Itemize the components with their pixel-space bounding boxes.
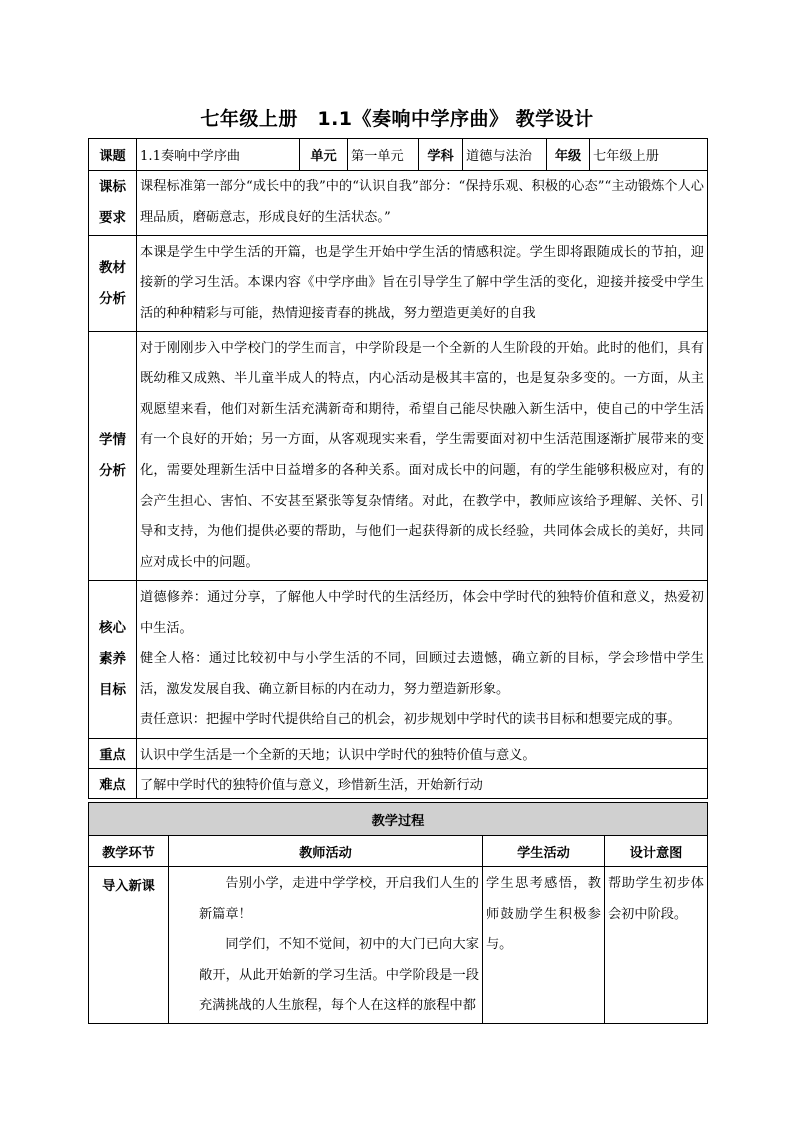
core-item-responsibility: 责任意识：把握中学时代提供给自己的机会，初步规划中学时代的读书目标和想要完成的事。 <box>140 712 681 728</box>
process-header-row <box>89 836 708 867</box>
document-title: 七年级上册 1.1《奏响中学序曲》 教学设计 <box>200 108 594 130</box>
info-row <box>89 139 708 171</box>
grade-value: 七年级上册 <box>590 139 708 171</box>
standard-label <box>89 171 137 236</box>
material-label-line-1: 教材 <box>99 259 126 276</box>
teaching-process-table <box>88 802 708 1024</box>
core-text <box>137 581 708 739</box>
core-label-line-3: 目标 <box>99 682 126 698</box>
key-text: 认识中学生活是一个全新的天地；认识中学时代的独特价值与意义。 <box>137 739 708 769</box>
teacher-activity-paragraph-2: 同学们，不知不觉间，初中的大门已向大家敞开，从此开始新的学习生活。中学阶段是一段充满挑战的人生旅程，每个人在这样的旅程中都 <box>199 937 479 1014</box>
standard-row <box>89 171 708 236</box>
student-activity-cell: 学生思考感悟，教师鼓励学生积极参与。 <box>483 867 605 1024</box>
teacher-activity-cell <box>169 867 483 1024</box>
material-label-line-2: 分析 <box>99 290 126 307</box>
students-row <box>89 332 708 581</box>
column-teacher: 教师活动 <box>169 836 483 867</box>
difficulty-text: 了解中学时代的独特价值与意义，珍惜新生活，开始新行动 <box>137 769 708 799</box>
core-label-line-1: 核心 <box>99 620 126 636</box>
core-label-line-2: 素养 <box>99 651 126 667</box>
unit-label: 单元 <box>300 139 348 171</box>
design-intent-cell: 帮助学生初步体会初中阶段。 <box>605 867 708 1024</box>
standard-label-line-2: 要求 <box>99 210 126 226</box>
material-text: 本课是学生中学生活的开篇，也是学生开始中学生活的情感积淀。学生即将跟随成长的节拍，迎接新的学习生活。本课内容《中学序曲》旨在引导学生了解中学生活的变化，迎接并接受中学生活的种种精彩与可能，热情迎接青春的挑战，努力塑造更美好的自我 <box>137 236 708 332</box>
unit-value: 第一单元 <box>348 139 419 171</box>
students-label-line-1: 学情 <box>99 432 126 448</box>
process-heading: 教学过程 <box>89 803 708 836</box>
students-text: 对于刚刚步入中学校门的学生而言，中学阶段是一个全新的人生阶段的开始。此时的他们，具有既幼稚又成熟、半儿童半成人的特点，内心活动是极其丰富的，也是复杂多变的。一方面，从主观愿望来看，他们对新生活充满新奇和期待，希望自己能尽快融入新生活中，使自己的中学生活有一个良好的开始；另一方面，从客观现实来看，学生需要面对初中生活范围逐渐扩展带来的变化，需要处理新生活中日益增多的各种关系。面对成长中的问题，有的学生能够积极应对，有的会产生担心、害怕、不安甚至紧张等复杂情绪。对此，在教学中，教师应该给予理解、关怀、引导和支持，为他们提供必要的帮助，与他们一起获得新的成长经验，共同体会成长的美好，共同应对成长中的问题。 <box>137 332 708 581</box>
subject-value: 道德与法治 <box>463 139 547 171</box>
key-label: 重点 <box>89 739 137 769</box>
lesson-info-table <box>88 138 708 799</box>
students-label-line-2: 分析 <box>99 463 126 479</box>
process-heading-row <box>89 803 708 836</box>
stage-cell: 导入新课 <box>89 867 169 1024</box>
topic-label: 课题 <box>89 139 137 171</box>
column-student: 学生活动 <box>483 836 605 867</box>
process-row <box>89 867 708 1024</box>
difficulty-label: 难点 <box>89 769 137 799</box>
core-item-morality: 道德修养：通过分享，了解他人中学时代的生活经历，体会中学时代的独特价值和意义，热爱初中生活。 <box>140 590 704 636</box>
teacher-activity-paragraph-1: 告别小学，走进中学学校，开启我们人生的新篇章！ <box>199 876 479 922</box>
core-row <box>89 581 708 739</box>
students-label <box>89 332 137 581</box>
column-intent: 设计意图 <box>605 836 708 867</box>
standard-text: 课程标准第一部分“成长中的我”中的“认识自我”部分：“保持乐观、积极的心态”“主动锻炼个人心理品质，磨砺意志，形成良好的生活状态。” <box>137 171 708 236</box>
material-row <box>89 236 708 332</box>
difficulty-row <box>89 769 708 799</box>
material-label <box>89 236 137 332</box>
key-row <box>89 739 708 769</box>
core-item-personality: 健全人格：通过比较初中与小学生活的不同，回顾过去遗憾，确立新的目标，学会珍惜中学生活，激发发展自我、确立新目标的内在动力，努力塑造新形象。 <box>140 651 704 697</box>
subject-label: 学科 <box>419 139 463 171</box>
grade-label: 年级 <box>547 139 590 171</box>
standard-label-line-1: 课标 <box>99 179 126 195</box>
topic-value: 1.1奏响中学序曲 <box>137 139 300 171</box>
core-label <box>89 581 137 739</box>
column-stage: 教学环节 <box>89 836 169 867</box>
